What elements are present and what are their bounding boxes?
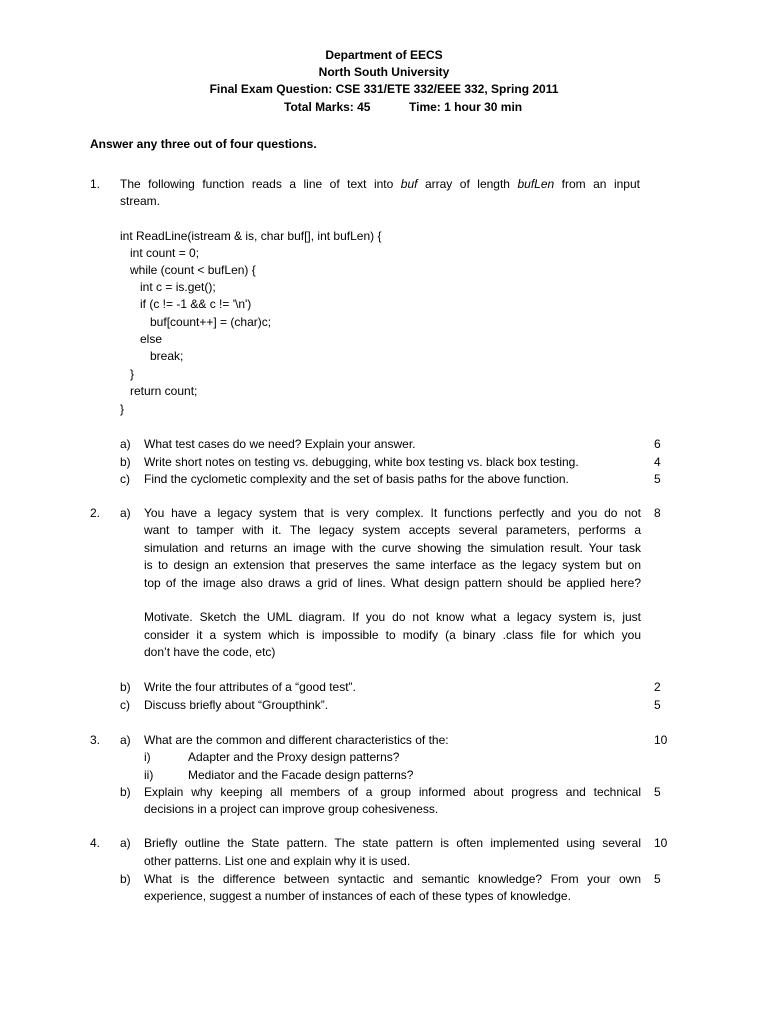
q1-intro-buflen: bufLen [517, 177, 555, 191]
total-marks: Total Marks: 45 [284, 100, 371, 114]
q3b-label: b) [120, 785, 131, 799]
q1a-label: a) [120, 437, 131, 451]
q2b-text: Write the four attributes of a “good test”. [144, 680, 356, 694]
q2b-marks: 2 [654, 680, 661, 694]
code-line: while (count < bufLen) { [120, 263, 256, 277]
q1-intro-text-a: The following function reads a line of text into [120, 177, 394, 191]
q4a-line: Briefly outline the State pattern. The state pattern is often implemented using several [144, 836, 641, 850]
q1b-label: b) [120, 455, 131, 469]
q4a-line: other patterns. List one and explain why it is used. [144, 854, 411, 868]
q2a-para2-line: don’t have the code, etc) [144, 645, 276, 659]
q1c-marks: 5 [654, 472, 661, 486]
code-line: int c = is.get(); [120, 280, 216, 294]
q3b-line: decisions in a project can improve group cohesiveness. [144, 802, 439, 816]
q3a-subitem-label: i) [144, 750, 151, 764]
q1-number: 1. [90, 177, 101, 191]
code-line: return count; [120, 384, 198, 398]
university-heading: North South University [318, 65, 450, 79]
q1c-text: Find the cyclometic complexity and the set of basis paths for the above function. [144, 472, 569, 486]
q1a-text: What test cases do we need? Explain your answer. [144, 437, 416, 451]
exam-time: Time: 1 hour 30 min [409, 100, 523, 114]
q1-intro-line2: stream. [120, 194, 161, 208]
q2a-para2-line: Motivate. Sketch the UML diagram. If you do not know what a legacy system is, just [144, 610, 641, 624]
q4b-label: b) [120, 872, 131, 886]
q2a-line: top of the image also draws a grid of lines. What design pattern should be applied here? [144, 576, 641, 590]
code-line: } [120, 367, 135, 381]
q2a-line: is to design an extension that preserves the same interface as the legacy system but on [144, 558, 641, 572]
q1b-marks: 4 [654, 455, 661, 469]
q2c-label: c) [120, 698, 130, 712]
q3-number: 3. [90, 733, 101, 747]
code-line: if (c != -1 && c != '\n') [120, 297, 252, 311]
q2a-line: You have a legacy system that is very complex. It functions perfectly and you do not [144, 506, 641, 520]
q4b-marks: 5 [654, 872, 661, 886]
q2b-label: b) [120, 680, 131, 694]
q4b-line: experience, suggest a number of instances of each of these types of knowledge. [144, 889, 571, 903]
q2c-marks: 5 [654, 698, 661, 712]
code-line: int count = 0; [120, 246, 200, 260]
q3a-subitem-label: ii) [144, 768, 154, 782]
q2a-label: a) [120, 506, 131, 520]
q2-number: 2. [90, 506, 101, 520]
q4a-label: a) [120, 836, 131, 850]
code-line: buf[count++] = (char)c; [120, 315, 272, 329]
q4a-marks: 10 [654, 836, 668, 850]
q3a-subitem-text: Adapter and the Proxy design patterns? [188, 750, 400, 764]
q1-intro-text-b: array of length [424, 177, 510, 191]
q3a-label: a) [120, 733, 131, 747]
q3b-marks: 5 [654, 785, 661, 799]
q2a-line: want to tamper with it. The legacy system accepts several parameters, performs a [144, 523, 641, 537]
q4-number: 4. [90, 836, 101, 850]
code-line: int ReadLine(istream & is, char buf[], int bufLen) { [120, 229, 382, 243]
q1-intro-line1 [120, 176, 640, 192]
q1b-text: Write short notes on testing vs. debugging, white box testing vs. black box testing. [144, 455, 579, 469]
q1a-marks: 6 [654, 437, 661, 451]
q1c-label: c) [120, 472, 130, 486]
q2a-para2-line: consider it a system which is impossible to modify (a binary .class file for which you [144, 628, 641, 642]
exam-title: Final Exam Question: CSE 331/ETE 332/EEE 332, Spring 2011 [209, 82, 559, 96]
instruction: Answer any three out of four questions. [90, 137, 317, 151]
q1-intro-text-c: from an input [561, 177, 640, 191]
q3a-text: What are the common and different characteristics of the: [144, 733, 449, 747]
code-line: } [120, 402, 125, 416]
q2c-text: Discuss briefly about “Groupthink”. [144, 698, 329, 712]
code-line: break; [120, 349, 184, 363]
q1-intro-buf: buf [400, 177, 418, 191]
q4b-line: What is the difference between syntactic and semantic knowledge? From your own [144, 872, 641, 886]
q2a-line: simulation and returns an image with the curve showing the simulation result. Your task [144, 541, 641, 555]
q3a-subitem-text: Mediator and the Facade design patterns? [188, 768, 414, 782]
q2a-marks: 8 [654, 506, 661, 520]
code-line: else [120, 332, 163, 346]
department-heading: Department of EECS [325, 48, 443, 62]
q3b-line: Explain why keeping all members of a group informed about progress and technical [144, 785, 641, 799]
q3a-marks: 10 [654, 733, 668, 747]
